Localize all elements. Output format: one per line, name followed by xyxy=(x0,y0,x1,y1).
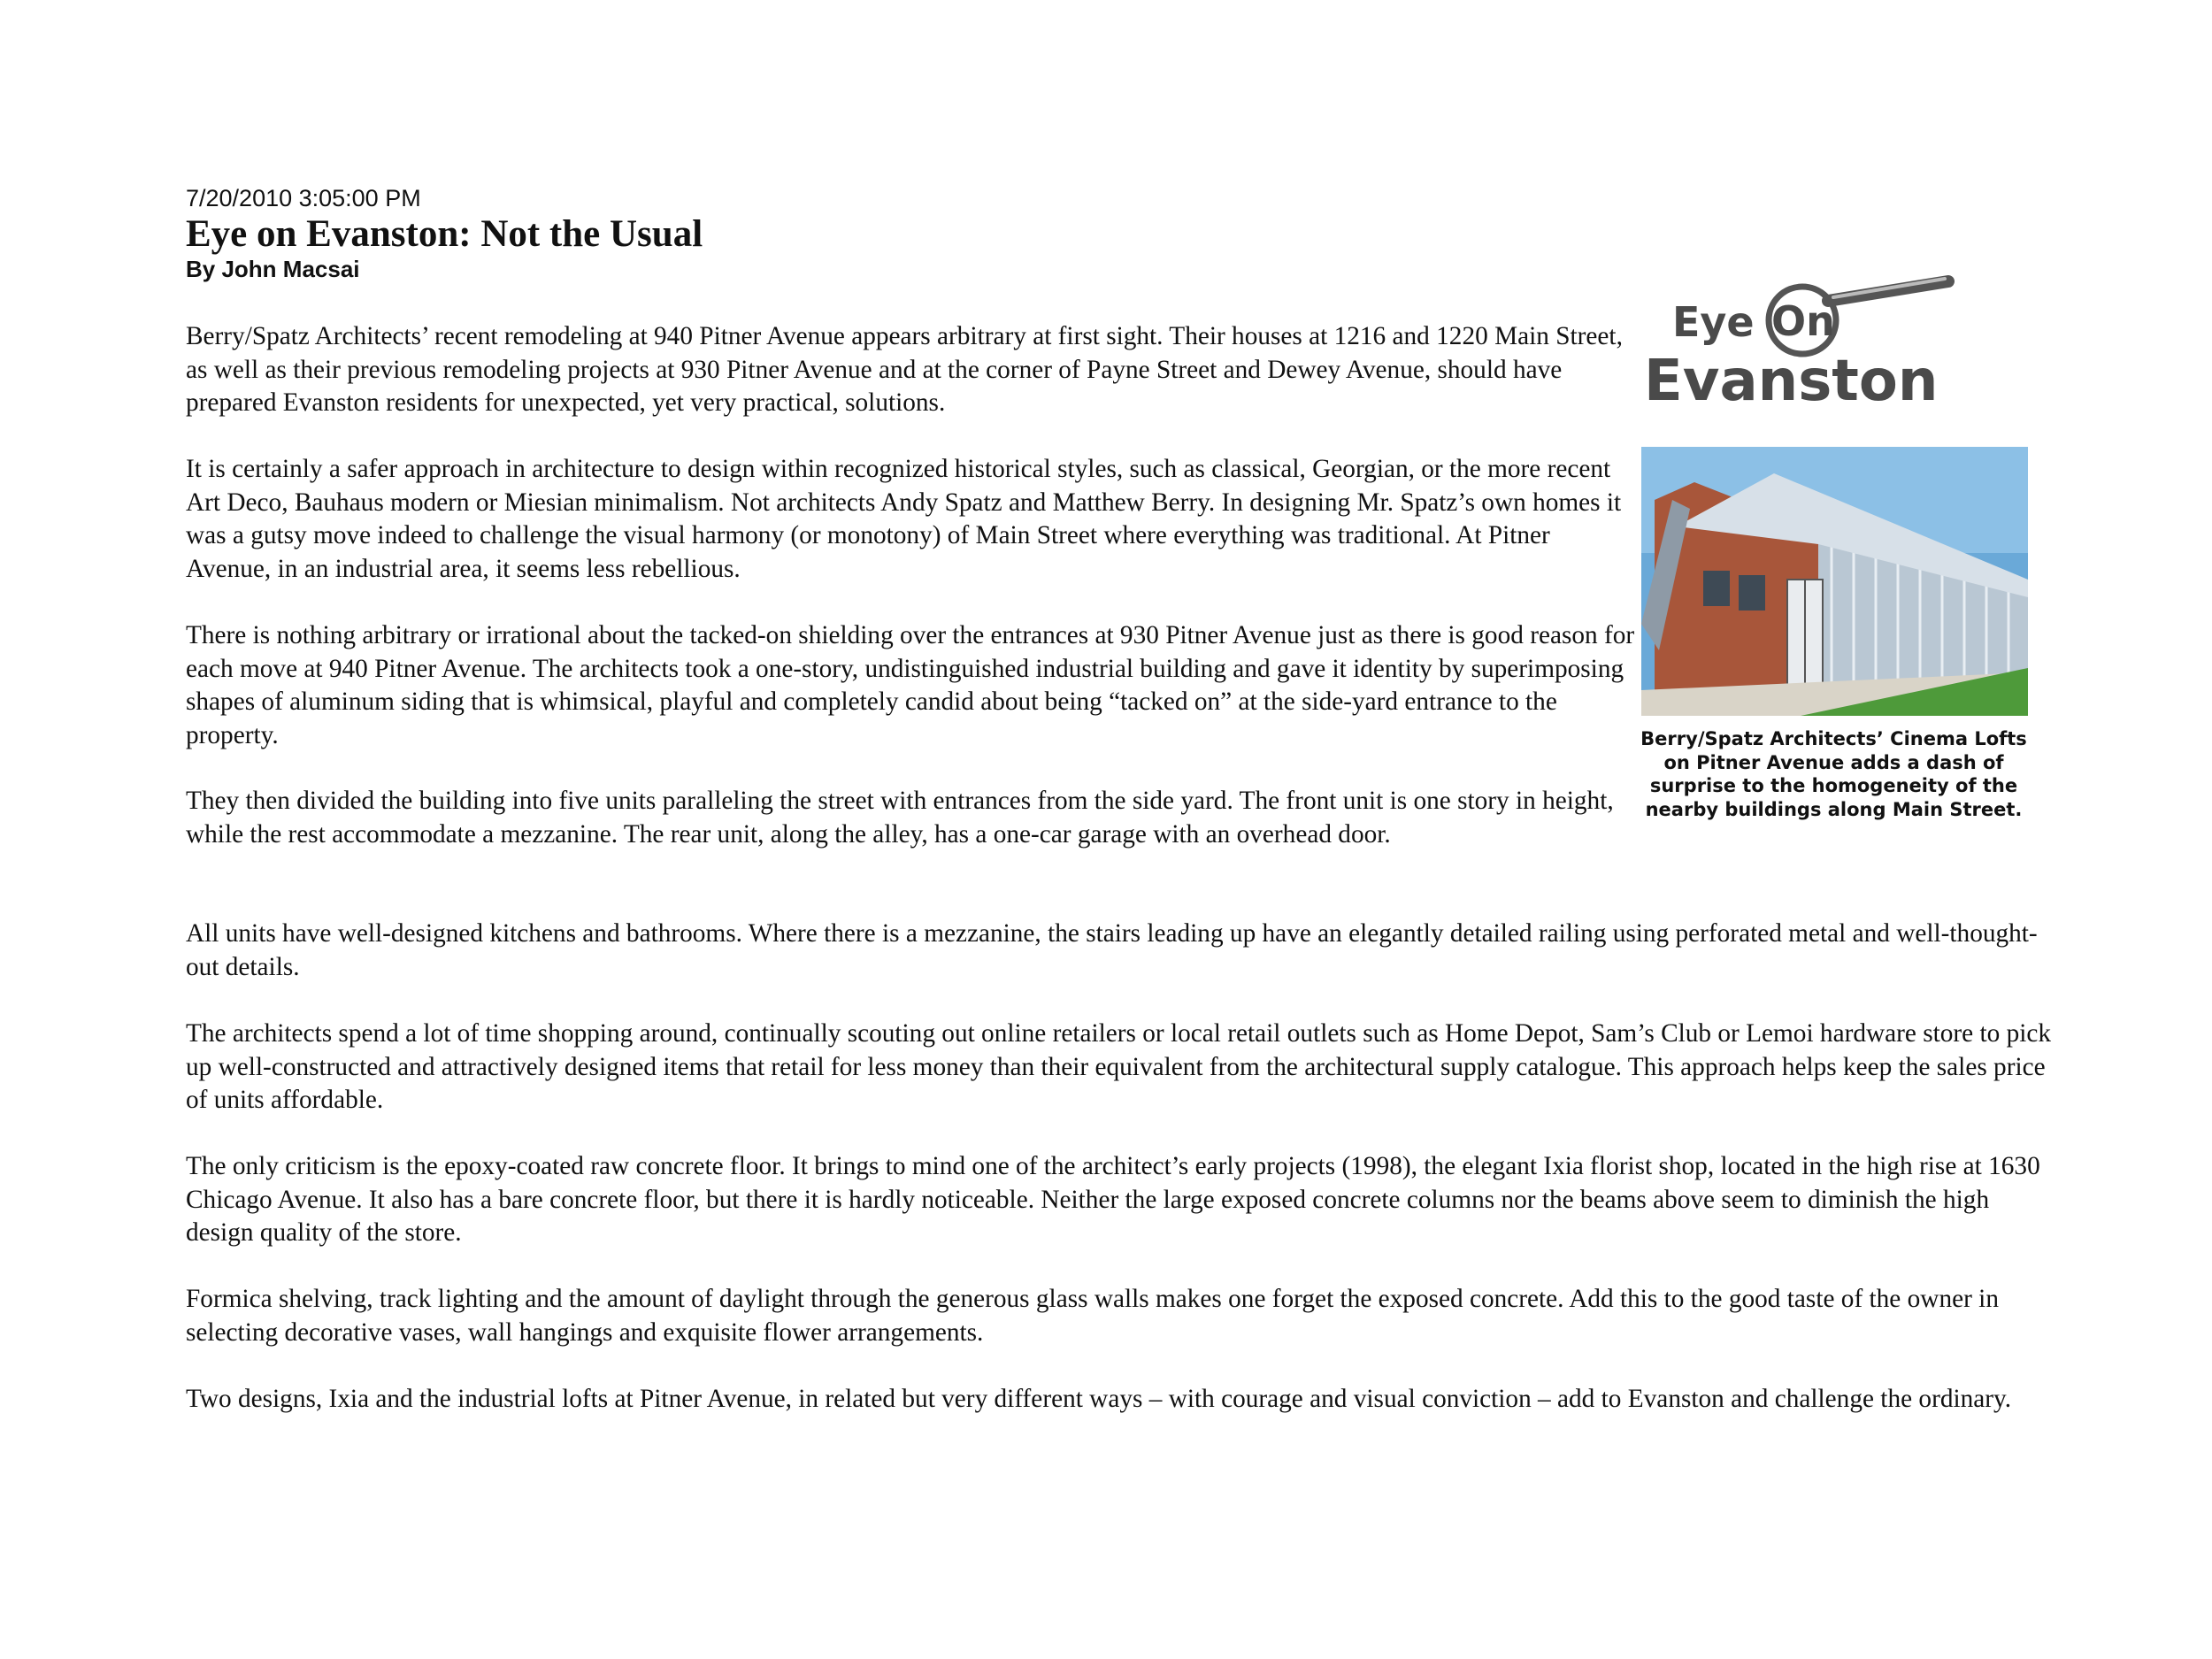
paragraph-1: Berry/Spatz Architects’ recent remodeling at 940 Pitner Avenue appears arbitrary at first sight. Their houses at 1216 and 1220 Main Street, as well as their previous remodeling projects at 930 Pitner Avenue and at the corner of Payne Street and Dewey Avenue, should have prepared Evanston residents for unexpected, yet very practical, solutions. xyxy=(186,322,1623,417)
paragraph-8: Formica shelving, track lighting and the amount of daylight through the generous glass walls makes one forget the exposed concrete. Add this to the good taste of the owner in selecting decorative vases, wall hangings and exquisite flower arrangements. xyxy=(186,1285,1999,1347)
timestamp: 7/20/2010 3:05:00 PM xyxy=(186,185,421,211)
paragraph-3: There is nothing arbitrary or irrational about the tacked-on shielding over the entrances at 930 Pitner Avenue just as there is good reason for each move at 940 Pitner Avenue. The architects took a one-story, undistinguished industrial building and gave it identity by superimposing shapes of aluminum siding that is whimsical, playful and completely candid about being “tacked on” at the side-yard entrance to the property. xyxy=(186,621,1635,749)
paragraph-9: Two designs, Ixia and the industrial lofts at Pitner Avenue, in related but very different ways – with courage and visual conviction – add to Evanston and challenge the ordinary. xyxy=(186,1385,2012,1413)
paragraph-5: All units have well-designed kitchens and bathrooms. Where there is a mezzanine, the stairs leading up have an elegantly detailed railing using perforated metal and well-thought-out details. xyxy=(186,919,2038,981)
paragraph-2: It is certainly a safer approach in architecture to design within recognized historical styles, such as classical, Georgian, or the more recent Art Deco, Bauhaus modern or Miesian minimalism. Not architects Andy Spatz and Matthew Berry. In designing Mr. Spatz’s own homes it was a gutsy move indeed to challenge the visual harmony (or monotony) of Main Street where everything was traditional. At Pitner Avenue, in an industrial area, it seems less rebellious. xyxy=(186,455,1622,583)
eye-on-evanston-logo xyxy=(1637,265,1991,416)
logo-word-on: On xyxy=(1771,297,1835,345)
byline: By John Macsai xyxy=(186,256,360,282)
paragraph-6: The architects spend a lot of time shopping around, continually scouting out online retailers or local retail outlets such as Home Depot, Sam’s Club or Lemoi hardware store to pick up well-constructed and attractively designed items that retail for less money than their equivalent from the architectural supply catalogue. This approach helps keep the sales price of units affordable. xyxy=(186,1019,2052,1114)
headline: Eye on Evanston: Not the Usual xyxy=(186,213,703,255)
photo-window xyxy=(1703,571,1730,606)
paragraph-7: The only criticism is the epoxy-coated raw concrete floor. It brings to mind one of the architect’s early projects (1998), the elegant Ixia florist shop, located in the high rise at 1630 Chicago Avenue. It also has a bare concrete floor, but there it is hardly noticeable. Neither the large exposed concrete columns nor the beams above seem to diminish the high design quality of the store. xyxy=(186,1152,2040,1247)
paragraph-4: They then divided the building into five units paralleling the street with entrances from the side yard. The front unit is one story in height, while the rest accommodate a mezzanine. The rear unit, along the alley, has a one-car garage with an overhead door. xyxy=(186,787,1614,849)
photo-caption: Berry/Spatz Architects’ Cinema Lofts on Pitner Avenue adds a dash of surprise to the homogeneity of the nearby buildings along Main Street. xyxy=(1640,728,2027,820)
cinema-lofts-photo xyxy=(1641,447,2028,716)
logo-word-eye: Eye xyxy=(1672,298,1755,346)
magnifier-handle xyxy=(1828,281,1948,301)
logo-word-evanston: Evanston xyxy=(1644,349,1939,414)
photo-window xyxy=(1739,575,1765,611)
